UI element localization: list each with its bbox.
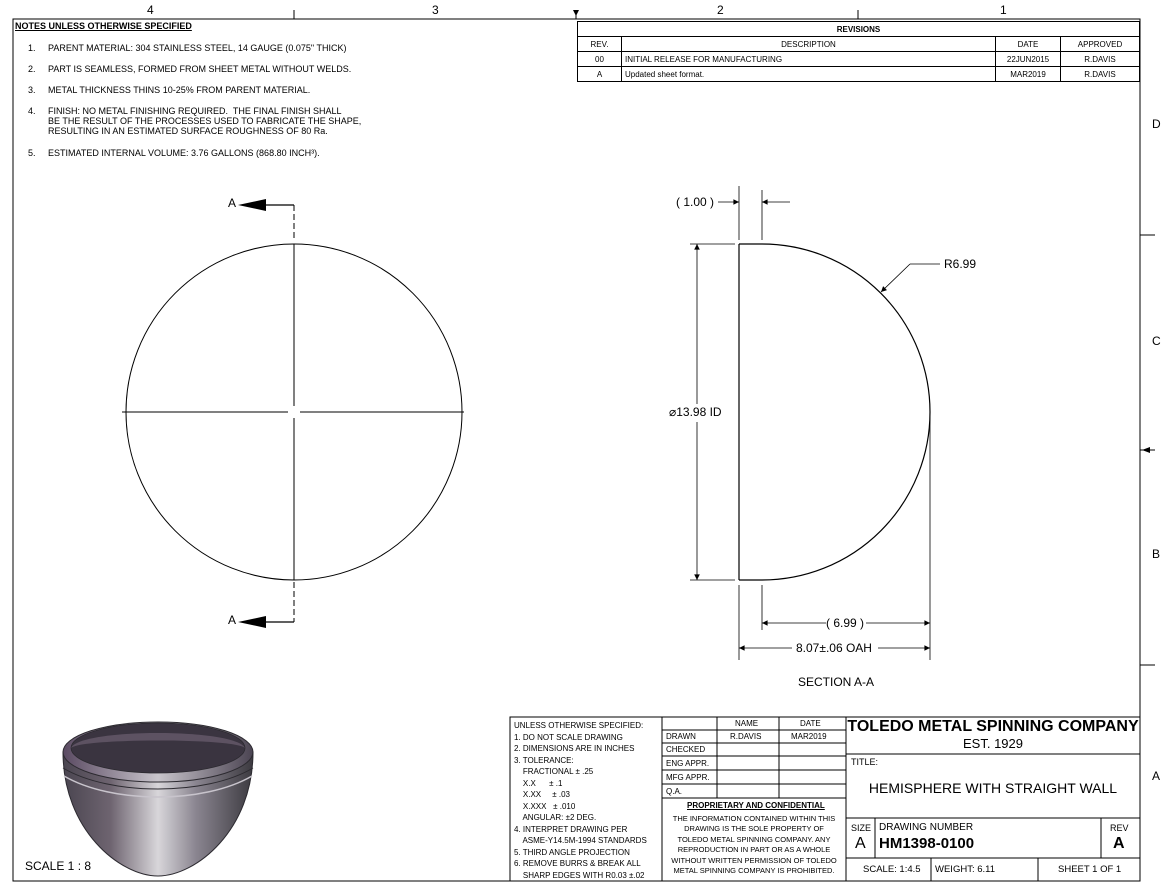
sheet-count: SHEET 1 OF 1 [1058,864,1122,875]
zone-2-label: 2 [717,3,724,17]
spec-line: X.XX ± .03 [514,790,570,799]
proprietary-line: METAL SPINNING COMPANY IS PROHIBITED. [673,866,835,876]
note-number: 4. [28,106,36,116]
zone-1-label: 1 [1000,3,1007,17]
spec-line: X.XXX ± .010 [514,801,576,811]
mfg-approval-label: MFG APPR. [666,773,710,782]
note-text: ESTIMATED INTERNAL VOLUME: 3.76 GALLONS (868.80 INCH³). [48,148,320,158]
isometric-view [63,722,253,876]
proprietary-line: WITHOUT WRITTEN PERMISSION OF TOLEDO [671,855,837,865]
drawing-number: HM1398-0100 [879,835,975,852]
revisions-title: REVISIONS [578,22,1140,37]
approved-cell: R.DAVIS [1061,52,1140,67]
description-cell: INITIAL RELEASE FOR MANUFACTURING [622,52,996,67]
description-header: DESCRIPTION [622,37,996,52]
spec-line: 4. INTERPRET DRAWING PER [514,824,628,834]
revision-letter: A [1113,835,1125,852]
note-number: 1. [28,43,36,53]
rev-label: REV [1110,823,1129,833]
table-row [578,67,1140,82]
drawing-number-label: DRAWING NUMBER [879,822,974,833]
spec-line: 2. DIMENSIONS ARE IN INCHES [514,744,635,753]
section-label-bottom: A [228,613,237,627]
date-cell: 22JUN2015 [996,52,1061,67]
rev-cell: 00 [578,52,622,67]
proprietary-line: TOLEDO METAL SPINNING COMPANY. ANY [677,834,831,844]
title-label: TITLE: [851,757,879,767]
zone-3-label: 3 [432,3,439,17]
spec-line: SHARP EDGES WITH R0.03 ±.02 [514,870,645,880]
rev-header: REV. [578,37,622,52]
note-number: 2. [28,64,36,74]
diameter-dim: ⌀13.98 ID [669,405,722,419]
tolerance-notes [514,720,647,881]
spec-line: 1. DO NOT SCALE DRAWING [514,732,623,742]
section-view-label: SECTION A-A [798,675,875,689]
company-name: TOLEDO METAL SPINNING COMPANY [847,718,1139,735]
sheet-scale: SCALE: 1:4.5 [863,864,921,875]
proprietary-line: THE INFORMATION CONTAINED WITHIN THIS [672,814,836,823]
approved-cell: R.DAVIS [1061,67,1140,82]
qa-label: Q.A. [666,787,683,796]
spec-line: 6. REMOVE BURRS & BREAK ALL [514,859,641,868]
drawn-label: DRAWN [666,732,696,741]
proprietary-notice [664,814,844,876]
sheet-size: A [855,835,866,852]
drawing-title: HEMISPHERE WITH STRAIGHT WALL [868,780,1118,796]
drawn-date: MAR2019 [791,732,827,741]
spec-line: 5. THIRD ANGLE PROJECTION [514,847,630,857]
date-header: DATE [996,37,1061,52]
notes-title: NOTES UNLESS OTHERWISE SPECIFIED [15,21,192,31]
radius-dim: R6.99 [944,257,977,271]
section-label-top: A [228,196,237,210]
note-text: FINISH: NO METAL FINISHING REQUIRED. THE FINAL FINISH SHALL BE THE RESULT OF THE PROCESSES USED TO FABRICATE THE SHAPE, RESULTING IN AN ESTIMATED SURFACE ROUGHNESS OF 80 Ra. [48,106,362,136]
spec-line: ASME-Y14.5M-1994 STANDARDS [514,836,647,845]
zone-b-label: B [1152,547,1161,561]
revisions-table [577,21,1140,82]
proprietary-title: PROPRIETARY AND CONFIDENTIAL [687,801,825,810]
date-header: DATE [800,719,821,728]
drawn-name: R.DAVIS [730,732,762,741]
spec-line: FRACTIONAL ± .25 [514,767,594,776]
note-text: PART IS SEAMLESS, FORMED FROM SHEET METAL WITHOUT WELDS. [48,64,352,74]
spec-line: X.X ± .1 [514,778,563,788]
depth-dim: ( 6.99 ) [826,616,865,630]
zone-4-label: 4 [147,3,154,17]
name-header: NAME [735,719,759,728]
proprietary-line: DRAWING IS THE SOLE PROPERTY OF [684,824,824,834]
note-text: PARENT MATERIAL: 304 STAINLESS STEEL, 14 GAUGE (0.075" THICK) [48,43,347,53]
description-cell: Updated sheet format. [622,67,996,82]
zone-d-label: D [1152,117,1161,131]
eng-approval-label: ENG APPR. [666,759,710,768]
front-view [122,199,464,628]
zone-a-label: A [1152,769,1161,783]
date-cell: MAR2019 [996,67,1061,82]
rev-cell: A [578,67,622,82]
proprietary-line: REPRODUCTION IN PART OR AS A WHOLE [677,845,831,855]
spec-line: 3. TOLERANCE: [514,755,574,765]
spec-line: UNLESS OTHERWISE SPECIFIED: [514,721,644,730]
table-row [578,52,1140,67]
section-view [690,186,940,660]
checked-label: CHECKED [666,745,706,754]
size-label: SIZE [851,823,872,833]
part-weight: WEIGHT: 6.11 [935,864,996,875]
note-number: 5. [28,148,36,158]
wall-thickness-dim: ( 1.00 ) [676,195,715,209]
oah-dim: 8.07±.06 OAH [796,641,872,655]
view-scale-label: SCALE 1 : 8 [25,859,92,873]
note-text: METAL THICKNESS THINS 10-25% FROM PARENT MATERIAL. [48,85,311,95]
spec-line: ANGULAR: ±2 DEG. [514,813,597,822]
zone-c-label: C [1152,334,1161,348]
company-established: EST. 1929 [963,736,1023,751]
note-number: 3. [28,85,36,95]
approved-header: APPROVED [1061,37,1140,52]
